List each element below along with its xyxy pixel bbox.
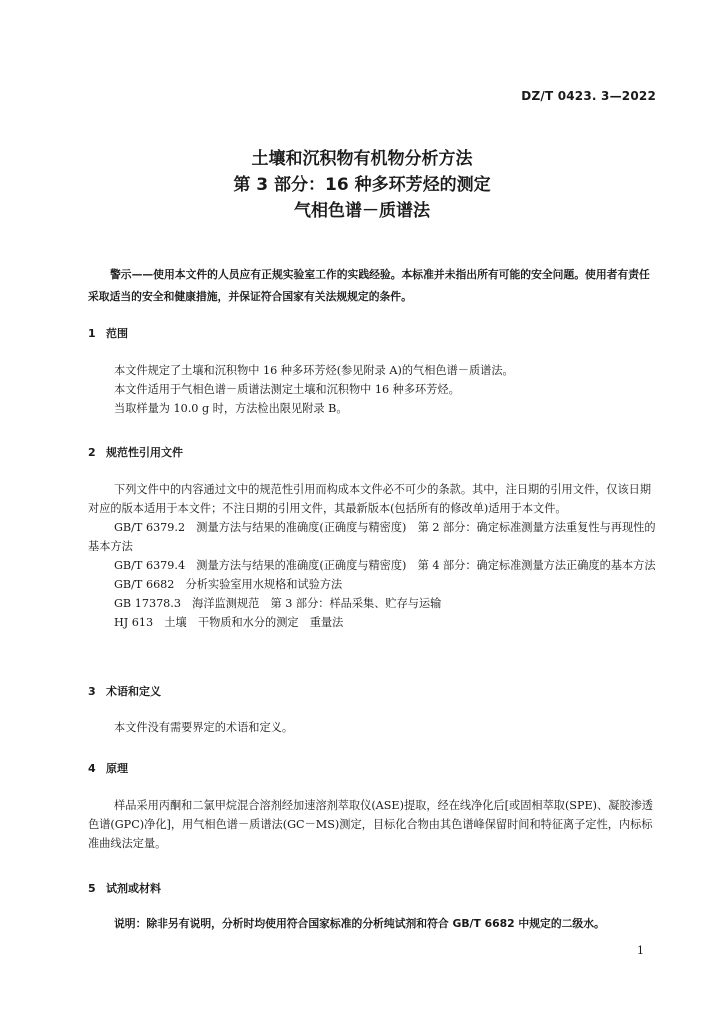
section-2-heading — [88, 444, 183, 460]
standard-code: DZ/T 0423. 3—2022 — [521, 89, 656, 103]
section-3-body: 本文件没有需要界定的术语和定义。 — [114, 721, 294, 734]
page-number: 1 — [637, 944, 644, 957]
section-1-line-1: 本文件规定了土壤和沉积物中 16 种多环芳烃(参见附录 A)的气相色谱－质谱法。 — [114, 364, 514, 377]
warning-paragraph: 警示——使用本文件的人员应有正规实验室工作的实践经验。本标准并未指出所有可能的安全问题。使用者有责任采取适当的安全和健康措施，并保证符合国家有关法规规定的条件。 — [88, 268, 650, 303]
document-title — [0, 146, 724, 224]
section-3-number: 3 — [88, 685, 96, 698]
section-5-heading — [88, 880, 161, 896]
section-2-number: 2 — [88, 446, 96, 459]
reference-gb-17378-3: GB 17378.3 海洋监测规范 第 3 部分：样品采集、贮存与运输 — [114, 597, 442, 610]
reference-gb-t-6379-2: GB/T 6379.2 测量方法与结果的准确度(正确度与精密度) 第 2 部分：确定标准测量方法重复性与再现性的基本方法 — [88, 521, 656, 553]
section-1-body — [88, 361, 660, 418]
title-line-2: 第 3 部分：16 种多环芳烃的测定 — [233, 175, 491, 195]
title-line-1: 土壤和沉积物有机物分析方法 — [251, 149, 473, 169]
section-4-number: 4 — [88, 762, 96, 775]
section-2-body — [88, 480, 660, 632]
section-4-title: 原理 — [106, 762, 128, 775]
section-1-title: 范围 — [106, 327, 128, 340]
section-3-title: 术语和定义 — [106, 685, 161, 698]
section-2-intro: 下列文件中的内容通过文中的规范性引用而构成本文件必不可少的条款。其中，注日期的引用文件，仅该日期对应的版本适用于本文件；不注日期的引用文件，其最新版本(包括所有的修改单)适用于本文件。 — [88, 483, 652, 515]
section-4-body: 样品采用丙酮和二氯甲烷混合溶剂经加速溶剂萃取仪(ASE)提取，经在线净化后[或固相萃取(SPE)、凝胶渗透色谱(GPC)净化]，用气相色谱－质谱法(GC－MS)测定，目标化合物由其色谱峰保留时间和特征离子定性，内标标准曲线法定量。 — [88, 799, 653, 850]
section-2-title: 规范性引用文件 — [106, 446, 183, 459]
section-4-heading — [88, 760, 128, 776]
section-5-number: 5 — [88, 882, 96, 895]
section-1-line-3: 当取样量为 10.0 g 时，方法检出限见附录 B。 — [114, 402, 348, 415]
section-5-title: 试剂或材料 — [106, 882, 161, 895]
reference-gb-t-6379-4: GB/T 6379.4 测量方法与结果的准确度(正确度与精密度) 第 4 部分：确定标准测量方法正确度的基本方法 — [114, 559, 656, 572]
reference-hj-613: HJ 613 土壤 干物质和水分的测定 重量法 — [114, 616, 344, 629]
reference-gb-t-6682: GB/T 6682 分析实验室用水规格和试验方法 — [114, 578, 343, 591]
section-1-number: 1 — [88, 327, 96, 340]
section-3-heading — [88, 683, 161, 699]
section-1-line-2: 本文件适用于气相色谱－质谱法测定土壤和沉积物中 16 种多环芳烃。 — [114, 383, 460, 396]
section-1-heading — [88, 325, 128, 341]
section-5-note: 说明：除非另有说明，分析时均使用符合国家标准的分析纯试剂和符合 GB/T 6682 中规定的二级水。 — [114, 917, 605, 930]
title-line-3: 气相色谱－质谱法 — [294, 201, 430, 221]
